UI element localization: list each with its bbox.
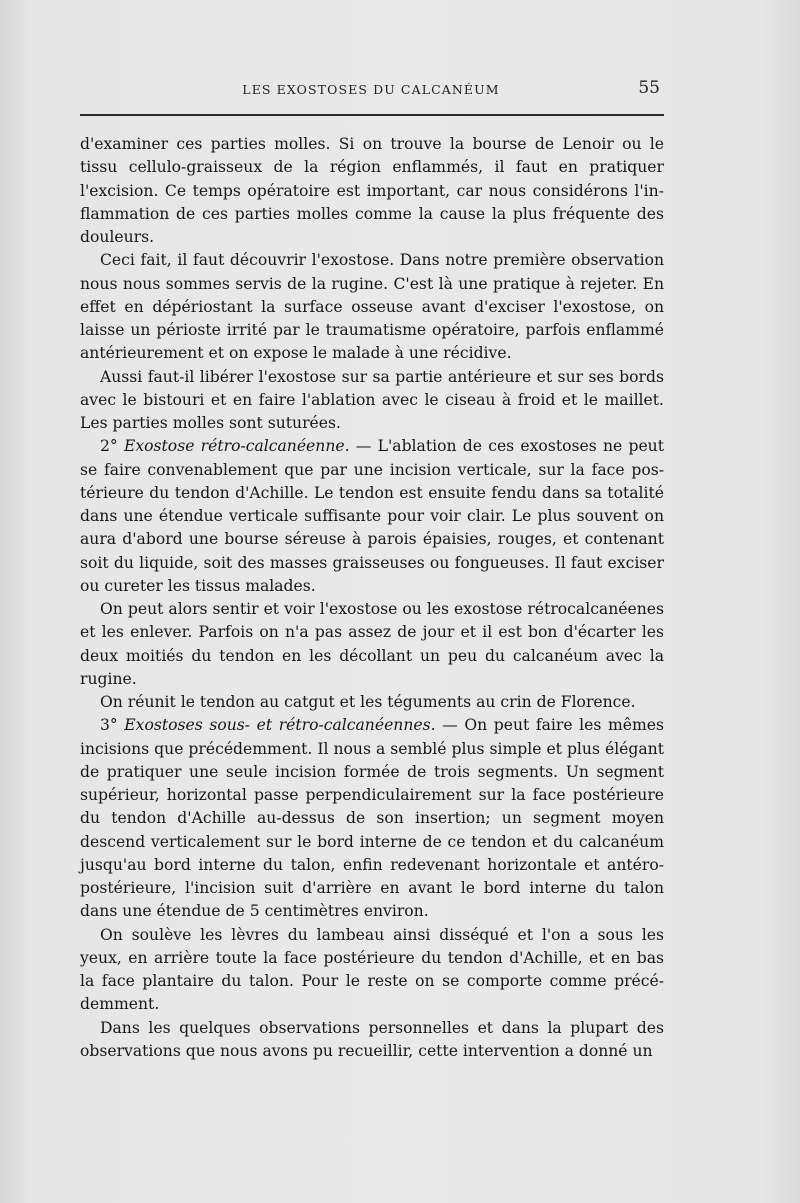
paragraph-body: — L'ablation de ces exostoses ne peut se faire convenablement que par une incision verticale, sur la face postérieure du tendon d'Achille. Le tendon est ensuite fendu dans sa totalité dans une étendue verticale suffisante pour voir clair. Le plus souvent on aura d'abord une bourse séreuse à parois épaisies, rouges, et contenant soit du liquide, soit des masses graisseuses ou fongueuses. Il faut exciser ou cureter les tissus malades.	[80, 437, 664, 595]
body-text	[80, 133, 664, 1063]
header-rule	[80, 114, 664, 116]
section-number: 3°	[100, 716, 125, 735]
paragraph-flap: On soulève les lèvres du lambeau ainsi disséqué et l'on a sous les yeux, en arrière toute la face postérieure du tendon d'Achille, et en bas la face plantaire du talon. Pour le reste on se comporte comme précédemment.	[80, 925, 664, 1014]
paragraph-discover-exostosis: Ceci fait, il faut découvrir l'exostose. Dans notre première observation nous nous sommes servis de la rugine. C'est là une pratique à rejeter. En effet en dépériostant la surface osseuse avant d'exciser l'exostose, on laisse un périoste irrité par le traumatisme opératoire, parfois enflammé antérieurement et on expose le malade à une récidive.	[80, 251, 664, 363]
section-heading-sub-retro-calcaneal: Exostoses sous- et rétro-calcanéennes.	[124, 716, 436, 735]
page-header	[80, 78, 662, 104]
paragraph-body: — On peut faire les mêmes incisions que précédemment. Il nous a semblé plus simple et plus élégant de pratiquer une seule incision formée de trois segments. Un segment supérieur, horizontal passe perpendiculairement sur la face postérieure du tendon d'Achille au-dessus de son insertion; un segment moyen descend verticalement sur le bord interne de ce tendon et du calcanéum jusqu'au bord interne du talon, enfin redevenant horizontale et antéro-postérieure, l'incision suit d'arrière en avant le bord interne du talon dans une étendue de 5 centimètres environ.	[80, 716, 664, 921]
paragraph-retro-calcaneal	[80, 435, 664, 598]
paragraph-suture: On réunit le tendon au catgut et les téguments au crin de Florence.	[100, 693, 636, 711]
paragraph-sub-retro-calcaneal	[80, 714, 664, 923]
running-title: LES EXOSTOSES DU CALCANÉUM	[242, 82, 500, 97]
section-number: 2°	[100, 437, 124, 456]
paragraph-remove-exostoses: On peut alors sentir et voir l'exostose ou les exostose rétrocalcanéenes et les enlever. Parfois on n'a pas assez de jour et il est bon d'écarter les deux moitiés du tendon en les décollant un peu du calcanéum avec la rugine.	[80, 600, 664, 688]
paragraph-observations: Dans les quelques observations personnelles et dans la plupart des observations que nous avons pu recueillir, cette intervention a donné un	[80, 1018, 664, 1060]
page-number: 55	[638, 78, 660, 98]
paragraph-ablation: Aussi faut-il libérer l'exostose sur sa partie antérieure et sur ses bords avec le bistouri et en faire l'ablation avec le ciseau à froid et le maillet. Les parties molles sont suturées.	[80, 367, 664, 432]
paragraph-continuation: d'examiner ces parties molles. Si on trouve la bourse de Lenoir ou le tissu cellulo-graisseux de la région enflammés, il faut en pratiquer l'excision. Ce temps opératoire est important, car nous considérons l'inflammation de ces parties molles comme la cause la plus fréquente des douleurs.	[80, 135, 664, 246]
section-heading-retro-calcaneal: Exostose rétro-calcanéenne.	[123, 437, 350, 456]
